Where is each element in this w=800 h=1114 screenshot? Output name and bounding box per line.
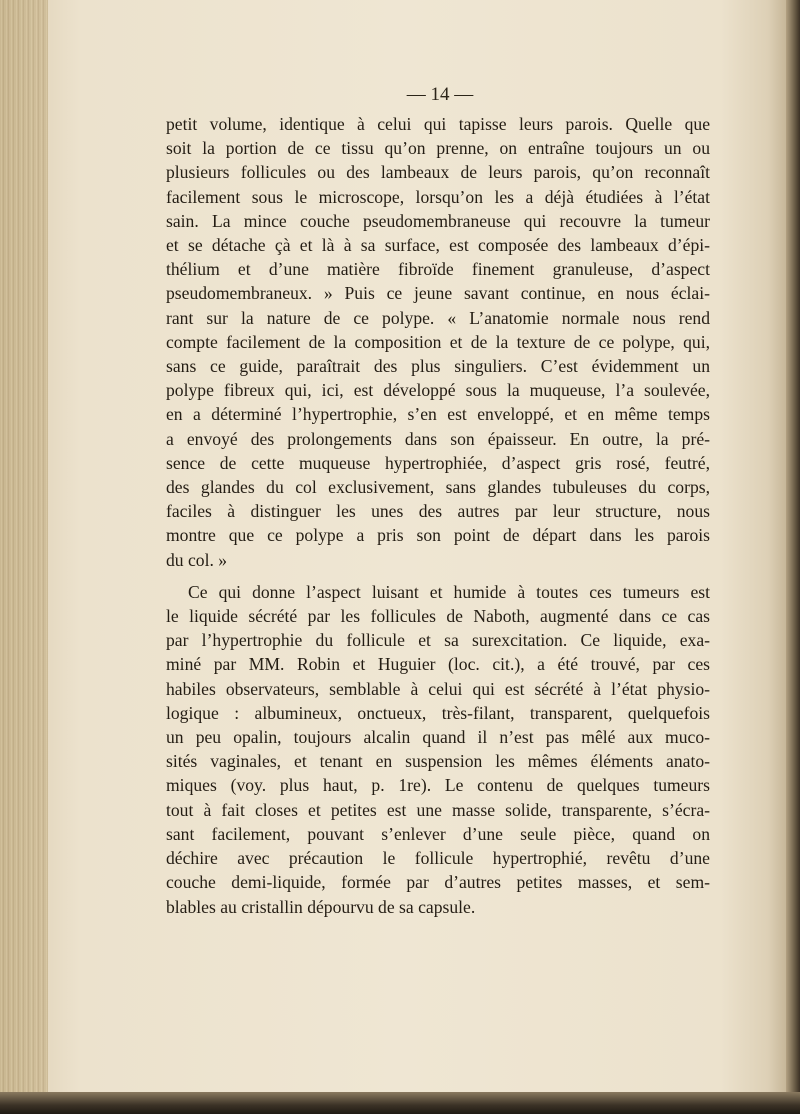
text-line: en a déterminé l’hypertrophie, s’en est enveloppé, et en même temps bbox=[166, 404, 710, 425]
text-line: sain. La mince couche pseudomembraneuse qui recouvre la tumeur bbox=[166, 210, 710, 231]
text-line: soit la portion de ce tissu qu’on prenne, on entraîne toujours un ou bbox=[166, 138, 710, 159]
text-line: faciles à distinguer les unes des autres par leur structure, nous bbox=[166, 501, 710, 522]
text-line: déchire avec précaution le follicule hypertrophié, revêtu d’une bbox=[166, 848, 710, 869]
text-line: montre que ce polype a pris son point de départ dans les parois bbox=[166, 525, 710, 546]
page-right-edge bbox=[786, 0, 800, 1114]
text-line: couche demi-liquide, formée par d’autres petites masses, et sem- bbox=[166, 872, 710, 893]
text-line: thélium et d’une matière fibroïde finement granuleuse, d’aspect bbox=[166, 259, 710, 280]
text-line: sités vaginales, et tenant en suspension les mêmes éléments anato- bbox=[166, 751, 710, 772]
page-bottom-edge bbox=[0, 1092, 800, 1114]
text-line: miques (voy. plus haut, p. 1re). Le contenu de quelques tumeurs bbox=[166, 775, 710, 796]
page-number: — 14 — bbox=[406, 84, 474, 105]
text-line: facilement sous le microscope, lorsqu’on les a déjà étudiées à l’état bbox=[166, 186, 710, 207]
text-line: petit volume, identique à celui qui tapisse leurs parois. Quelle que bbox=[166, 114, 710, 134]
text-line: a envoyé des prolongements dans son épaisseur. En outre, la pré- bbox=[166, 428, 710, 449]
text-line: du col. » bbox=[166, 549, 228, 570]
text-line: le liquide sécrété par les follicules de Naboth, augmenté dans ce cas bbox=[166, 606, 710, 627]
text-line: sence de cette muqueuse hypertrophiée, d’aspect gris rosé, feutré, bbox=[166, 452, 710, 473]
text-line: logique : albumineux, onctueux, très-filant, transparent, quelquefois bbox=[166, 702, 710, 723]
paragraph-1 bbox=[166, 112, 710, 572]
text-line: miné par MM. Robin et Huguier (loc. cit.), a été trouvé, par ces bbox=[166, 654, 710, 675]
text-line: polype fibreux qui, ici, est développé sous la muqueuse, l’a soulevée, bbox=[166, 380, 710, 401]
text-line: et se détache çà et là à sa surface, est composée des lambeaux d’épi- bbox=[166, 235, 710, 256]
text-line: blables au cristallin dépourvu de sa capsule. bbox=[166, 896, 476, 917]
text-line: plusieurs follicules ou des lambeaux de leurs parois, qu’on reconnaît bbox=[166, 162, 710, 183]
book-spine-edge bbox=[0, 0, 48, 1114]
text-line: compte facilement de la composition et de la texture de ce polype, qui, bbox=[166, 331, 710, 352]
body-text bbox=[166, 112, 710, 919]
text-line: Ce qui donne l’aspect luisant et humide à toutes ces tumeurs est bbox=[188, 581, 710, 602]
text-line: par l’hypertrophie du follicule et sa surexcitation. Ce liquide, exa- bbox=[166, 630, 710, 651]
text-line: un peu opalin, toujours alcalin quand il n’est pas mêlé aux muco- bbox=[166, 727, 710, 748]
text-line: sans ce guide, paraîtrait des plus singuliers. C’est évidemment un bbox=[166, 356, 710, 377]
text-line: sant facilement, pouvant s’enlever d’une seule pièce, quand on bbox=[166, 823, 710, 844]
paragraph-2 bbox=[166, 580, 710, 919]
text-line: habiles observateurs, semblable à celui qui est sécrété à l’état physio- bbox=[166, 678, 710, 699]
text-line: rant sur la nature de ce polype. « L’anatomie normale nous rend bbox=[166, 307, 710, 328]
text-line: pseudomembraneux. » Puis ce jeune savant continue, en nous éclai- bbox=[166, 283, 710, 304]
text-line: tout à fait closes et petites est une masse solide, transparente, s’écra- bbox=[166, 799, 710, 820]
text-line: des glandes du col exclusivement, sans glandes tubuleuses du corps, bbox=[166, 477, 710, 498]
